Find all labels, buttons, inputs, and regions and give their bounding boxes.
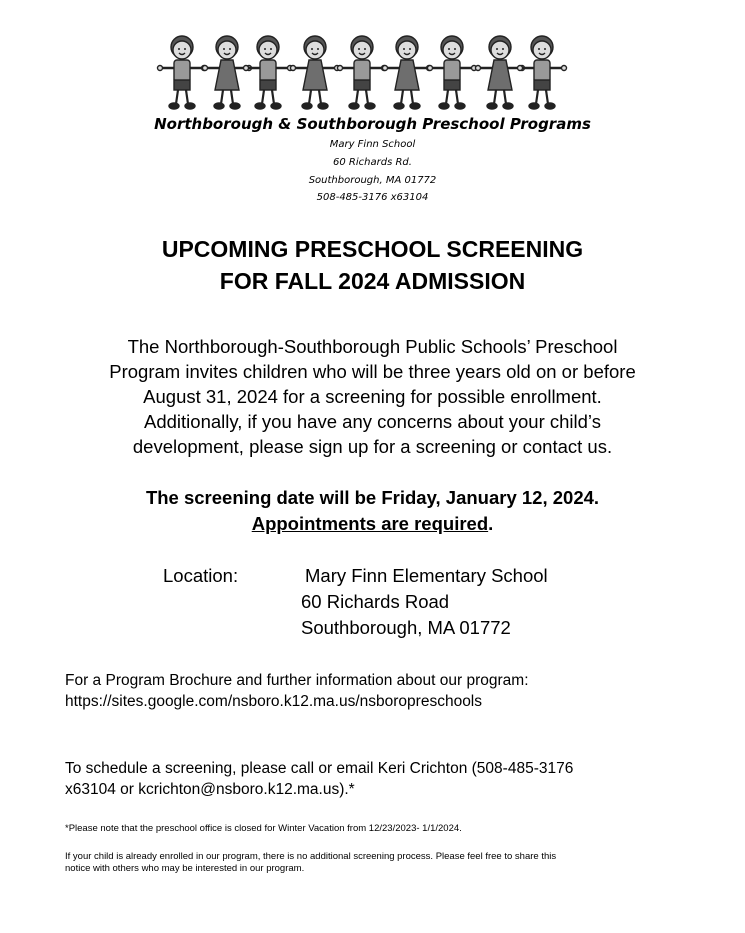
intro-line: Program invites children who will be three years old on or before [109, 361, 636, 382]
phone-number: 508-485-3176 x63104 [316, 192, 429, 203]
appointments-required [0, 513, 745, 535]
city-address: Southborough, MA 01772 [308, 175, 437, 186]
location-name: Mary Finn Elementary School [305, 565, 548, 586]
closure-note: *Please note that the preschool office is closed for Winter Vacation from 12/23/2023- 1/1/2024. [65, 823, 462, 834]
enrolled-note: notice with others who may be interested in our program. [65, 863, 305, 874]
school-name: Mary Finn School [329, 139, 416, 150]
schedule-text: To schedule a screening, please call or email Keri Crichton (508-485-3176 [65, 760, 574, 777]
appointments-text: Appointments are required [251, 513, 489, 534]
appointments-period: . [488, 513, 494, 534]
brochure-text: For a Program Brochure and further information about our program: [65, 672, 529, 689]
intro-line: development, please sign up for a screening or contact us. [132, 436, 613, 457]
intro-line: August 31, 2024 for a screening for possible enrollment. [143, 386, 602, 407]
organization-name: Northborough & Southborough Preschool Programs [154, 115, 591, 133]
brochure-url[interactable]: https://sites.google.com/nsboro.k12.ma.us/nsboropreschools [65, 693, 483, 710]
screening-date: The screening date will be Friday, January 12, 2024. [145, 487, 600, 508]
intro-line: The Northborough-Southborough Public Schools’ Preschool [127, 336, 618, 357]
location-city: Southborough, MA 01772 [301, 617, 511, 638]
page-title-line2: FOR FALL 2024 ADMISSION [219, 268, 526, 294]
children-clipart-banner [150, 34, 570, 112]
street-address: 60 Richards Rd. [333, 157, 412, 168]
page-title-line1: UPCOMING PRESCHOOL SCREENING [161, 236, 584, 262]
intro-line: Additionally, if you have any concerns about your child’s [144, 411, 601, 432]
schedule-contact[interactable]: x63104 or kcrichton@nsboro.k12.ma.us).* [65, 781, 355, 798]
enrolled-note: If your child is already enrolled in our program, there is no additional screening process. Please feel free to share this [65, 851, 557, 862]
location-street: 60 Richards Road [301, 591, 450, 612]
location-label: Location: [163, 565, 239, 586]
